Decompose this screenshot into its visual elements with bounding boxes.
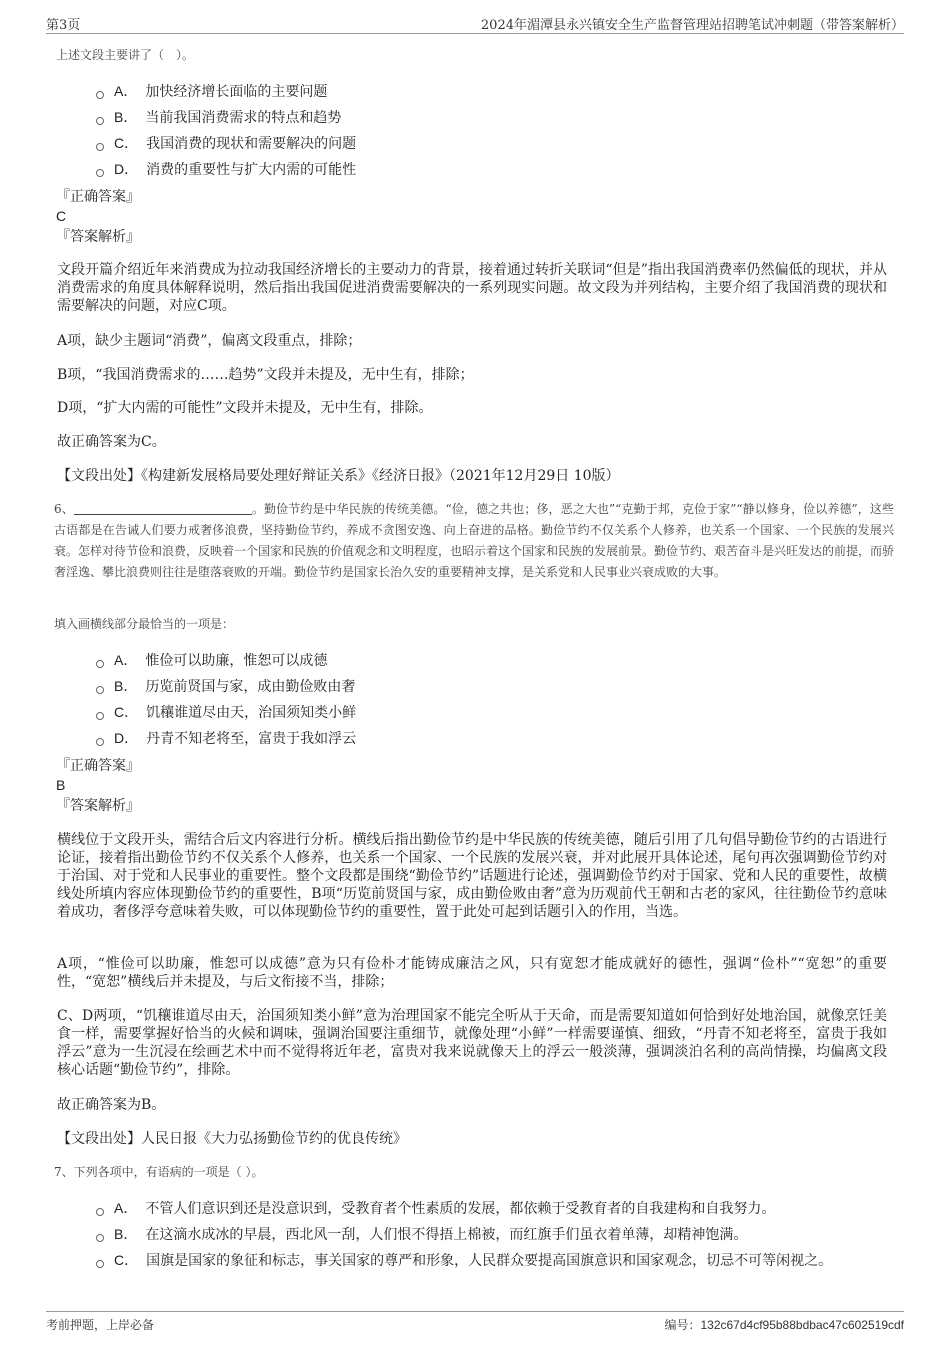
q5-analysis-b: B项，“我国消费需求的……趋势”文段并未提及，无中生有，排除； bbox=[57, 367, 474, 383]
q5-analysis-paragraph: 文段开篇介绍近年来消费成为拉动我国经济增长的主要动力的背景，接着通过转折关联词“但是”指出我国消费率仍然偏低的现状，并从消费需求的角度具体解释说明，然后指出我国促进消费需要解决的一系列现实问题。故文段为并列结构，主要介绍了我国消费的现状和需要解决的问题，对应C项。 bbox=[57, 262, 887, 314]
page-number: 第3页 bbox=[46, 18, 81, 33]
radio-circle-icon[interactable] bbox=[96, 712, 104, 720]
q6-answer: B bbox=[56, 777, 66, 793]
q7-option-b[interactable]: B． 在这滴水成冰的早晨，西北风一刮，人们恨不得捂上棉被，而红旗手们虽衣着单薄，却精神饱满。 bbox=[96, 1224, 747, 1245]
q6-analysis-cd: C、D两项，“饥穰谁道尽由天，治国须知类小鲜”意为治理国家不能完全听从于天命，而是需要知道如何恰到好处地治国，就像烹饪美食一样，需要掌握好恰当的火候和调味，强调治国要注重细节，就像处理“小鲜”一样需要谨慎、细致，“丹青不知老将至，富贵于我如浮云”意为一生沉浸在绘画艺术中而不觉得将近年老，富贵对我来说就像天上的浮云一般淡薄，强调淡泊名利的高尚情操，均偏离文段核心话题“勤俭节约”，排除。 bbox=[57, 1008, 887, 1078]
q6-analysis-a: A项，“惟俭可以助廉，惟恕可以成德”意为只有俭朴才能铸成廉洁之风，只有宽恕才能成就好的德性，强调“俭朴”“宽恕”的重要性，“宽恕”横线后并未提及，与后文衔接不当，排除； bbox=[57, 956, 887, 990]
q5-option-b[interactable]: B． 当前我国消费需求的特点和趋势 bbox=[96, 107, 341, 128]
q6-conclusion: 故正确答案为B。 bbox=[57, 1097, 166, 1113]
fill-blank bbox=[74, 502, 252, 515]
page-header bbox=[46, 14, 904, 34]
q5-conclusion: 故正确答案为C。 bbox=[57, 434, 166, 450]
radio-circle-icon[interactable] bbox=[96, 169, 104, 177]
radio-circle-icon[interactable] bbox=[96, 738, 104, 746]
radio-circle-icon[interactable] bbox=[96, 686, 104, 694]
radio-circle-icon[interactable] bbox=[96, 143, 104, 151]
q6-analysis-label: 『答案解析』 bbox=[56, 798, 140, 814]
q6-stem: 6、 。勤俭节约是中华民族的传统美德。“俭，德之共也；侈，恶之大也”“克勤于邦，克俭于家”“静以修身，俭以养德”，这些古语都是在告诫人们要力戒奢侈浪费，坚持勤俭节约，养成不贪图安逸、向上奋进的品格。勤俭节约不仅关系个人修养，也关系一个国家、一个民族的发展兴衰。怎样对待节俭和浪费，反映着一个国家和民族的价值观念和文明程度，也昭示着这个国家和民族的发展前景。勤俭节约、艰苦奋斗是兴旺发达的前提，而骄奢淫逸、攀比浪费则往往是堕落衰败的开端。勤俭节约是国家长治久安的重要精神支撑，是关系党和人民事业兴衰成败的大事。 bbox=[54, 502, 895, 579]
radio-circle-icon[interactable] bbox=[96, 117, 104, 125]
footer-slogan: 考前押题，上岸必备 bbox=[46, 1318, 155, 1332]
q7-stem: 7、下列各项中，有语病的一项是（ ）。 bbox=[54, 1165, 264, 1179]
q6-option-c[interactable]: C． 饥穰谁道尽由天，治国须知类小鲜 bbox=[96, 702, 356, 723]
q5-analysis-label: 『答案解析』 bbox=[56, 229, 140, 245]
document-code: 编号：132c67d4cf95b88bdbac47c602519cdf bbox=[664, 1318, 904, 1332]
document-title: 2024年湄潭县永兴镇安全生产监督管理站招聘笔试冲刺题（带答案解析） bbox=[480, 18, 904, 33]
q6-source: 【文段出处】人民日报《大力弘扬勤俭节约的优良传统》 bbox=[57, 1131, 407, 1147]
radio-circle-icon[interactable] bbox=[96, 660, 104, 668]
q5-option-c[interactable]: C． 我国消费的现状和需要解决的问题 bbox=[96, 133, 356, 154]
q6-prompt: 填入画横线部分最恰当的一项是： bbox=[54, 617, 235, 631]
q5-answer-label: 『正确答案』 bbox=[56, 189, 140, 205]
q5-option-d[interactable]: D． 消费的重要性与扩大内需的可能性 bbox=[96, 159, 356, 180]
radio-circle-icon[interactable] bbox=[96, 1208, 104, 1216]
q5-answer: C bbox=[56, 208, 67, 224]
q5-source: 【文段出处】《构建新发展格局要处理好辩证关系》《经济日报》（2021年12月29日 10版） bbox=[57, 468, 620, 484]
q5-analysis-a: A项，缺少主题词“消费”，偏离文段重点，排除； bbox=[57, 333, 362, 349]
q5-option-a[interactable]: A． 加快经济增长面临的主要问题 bbox=[96, 81, 327, 102]
q7-option-a[interactable]: A． 不管人们意识到还是没意识到，受教育者个性素质的发展，都依赖于受教育者的自我建构和自我努力。 bbox=[96, 1198, 775, 1219]
q6-analysis-paragraph: 横线位于文段开头，需结合后文内容进行分析。横线后指出勤俭节约是中华民族的传统美德，随后引用了几句倡导勤俭节约的古语进行论证，接着指出勤俭节约不仅关系个人修养，也关系一个国家、一个民族的发展兴衰，并对此展开具体论述，尾句再次强调勤俭节约对于治国、对于党和人民事业的重要性。整个文段都是围绕“勤俭节约”话题进行论述，强调勤俭节约对于国家、党和人民的重要性，故横线处所填内容应体现勤俭节约的重要性，B项“历览前贤国与家，成由勤俭败由奢”意为历观前代王朝和古老的家风，往往勤俭节约意味着成功，奢侈浮夸意味着失败，可以体现勤俭节约的重要性，置于此处可起到话题引入的作用，当选。 bbox=[57, 832, 887, 920]
q6-option-d[interactable]: D． 丹青不知老将至，富贵于我如浮云 bbox=[96, 728, 356, 749]
radio-circle-icon[interactable] bbox=[96, 1234, 104, 1242]
q6-option-a[interactable]: A． 惟俭可以助廉，惟恕可以成德 bbox=[96, 650, 327, 671]
footer-divider bbox=[46, 1311, 904, 1312]
q7-option-c[interactable]: C． 国旗是国家的象征和标志，事关国家的尊严和形象，人民群众要提高国旗意识和国家观念，切忌不可等闲视之。 bbox=[96, 1250, 832, 1271]
header-divider bbox=[46, 33, 904, 34]
q6-option-b[interactable]: B． 历览前贤国与家，成由勤俭败由奢 bbox=[96, 676, 355, 697]
radio-circle-icon[interactable] bbox=[96, 91, 104, 99]
q5-stem: 上述文段主要讲了（ ）。 bbox=[56, 48, 195, 62]
page-footer bbox=[46, 1316, 904, 1334]
q5-analysis-d: D项，“扩大内需的可能性”文段并未提及，无中生有，排除。 bbox=[57, 400, 433, 416]
q6-answer-label: 『正确答案』 bbox=[56, 758, 140, 774]
radio-circle-icon[interactable] bbox=[96, 1260, 104, 1268]
